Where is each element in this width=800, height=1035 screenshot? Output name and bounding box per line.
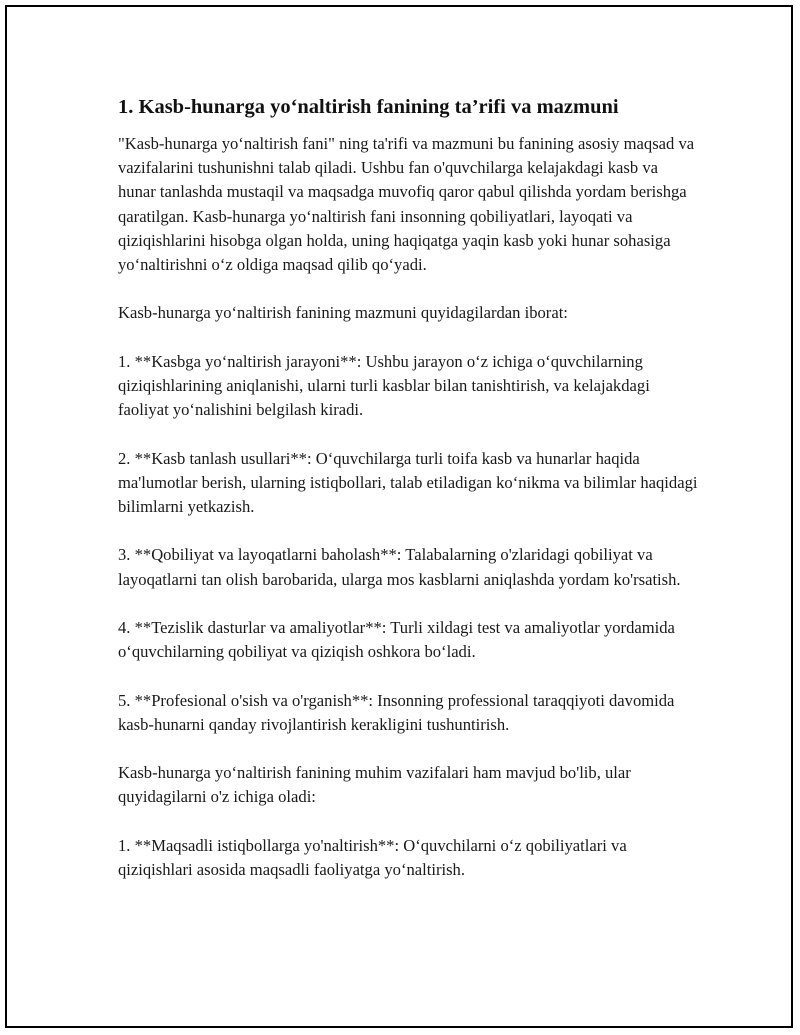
- document-body: [118, 94, 698, 906]
- list-item-programs-and-practice: 4. **Tezislik dasturlar va amaliyotlar**: Turli xildagi test va amaliyotlar yordamida o‘quvchilarning qobiliyat va qiziqish oshkora bo‘ladi.: [118, 617, 675, 662]
- document-title: 1. Kasb-hunarga yo‘naltirish fanining ta’rifi va mazmuni: [118, 96, 619, 118]
- paragraph-definition: "Kasb-hunarga yo‘naltirish fani" ning ta'rifi va mazmuni bu fanining asosiy maqsad va vazifalarini tushunishni talab qiladi. Ushbu fan o'quvchilarga kelajakdagi kasb va hunar tanlashda mustaqil va maqsadga muvofiq qaror qabul qilishda yordam berishga qaratilgan. Kasb-hunarga yo‘naltirish fani insonning qobiliyatlari, layoqati va qiziqishlarini hisobga olgan holda, uning haqiqatga yaqin kasb yoki hunar sohasiga yo‘naltirishni o‘z oldiga maqsad qilib qo‘yadi.: [118, 134, 695, 275]
- list-item-targeted-prospects: 1. **Maqsadli istiqbollarga yo'naltirish**: O‘quvchilarni o‘z qobiliyatlari va qiziqishlari asosida maqsadli faoliyatga yo‘naltirish.: [118, 835, 627, 879]
- list-item-professional-growth: 5. **Profesional o'sish va o'rganish**: Insonning professional taraqqiyoti davomida kasb-hunarni qanday rivojlantirish kerakligini tushuntirish.: [118, 690, 675, 734]
- list-item-career-choice-methods: 2. **Kasb tanlash usullari**: O‘quvchilarga turli toifa kasb va hunarlar haqida ma'lumotlar berish, ularning istiqbollari, talab etiladigan ko‘nikma va bilimlar haqidagi bilimlarni yetkazish.: [118, 448, 698, 516]
- paragraph-tasks-intro: Kasb-hunarga yo‘naltirish fanining muhim vazifalari ham mavjud bo'lib, ular quyidagilarni o'z ichiga oladi:: [118, 763, 631, 807]
- list-item-ability-assessment: 3. **Qobiliyat va layoqatlarni baholash**: Talabalarning o'zlaridagi qobiliyat va layoqatlarni tan olish barobarida, ularga mos kasblarni aniqlashda yordam ko'rsatish.: [118, 545, 681, 589]
- list-item-career-guidance-process: 1. **Kasbga yo‘naltirish jarayoni**: Ushbu jarayon o‘z ichiga o‘quvchilarning qiziqishlarining aniqlanishi, ularni turli kasblar bilan tanishtirish, va kelajakdagi faoliyat yo‘nalishini belgilash kiradi.: [118, 351, 650, 420]
- paragraph-content-intro: Kasb-hunarga yo‘naltirish fanining mazmuni quyidagilardan iborat:: [118, 303, 568, 323]
